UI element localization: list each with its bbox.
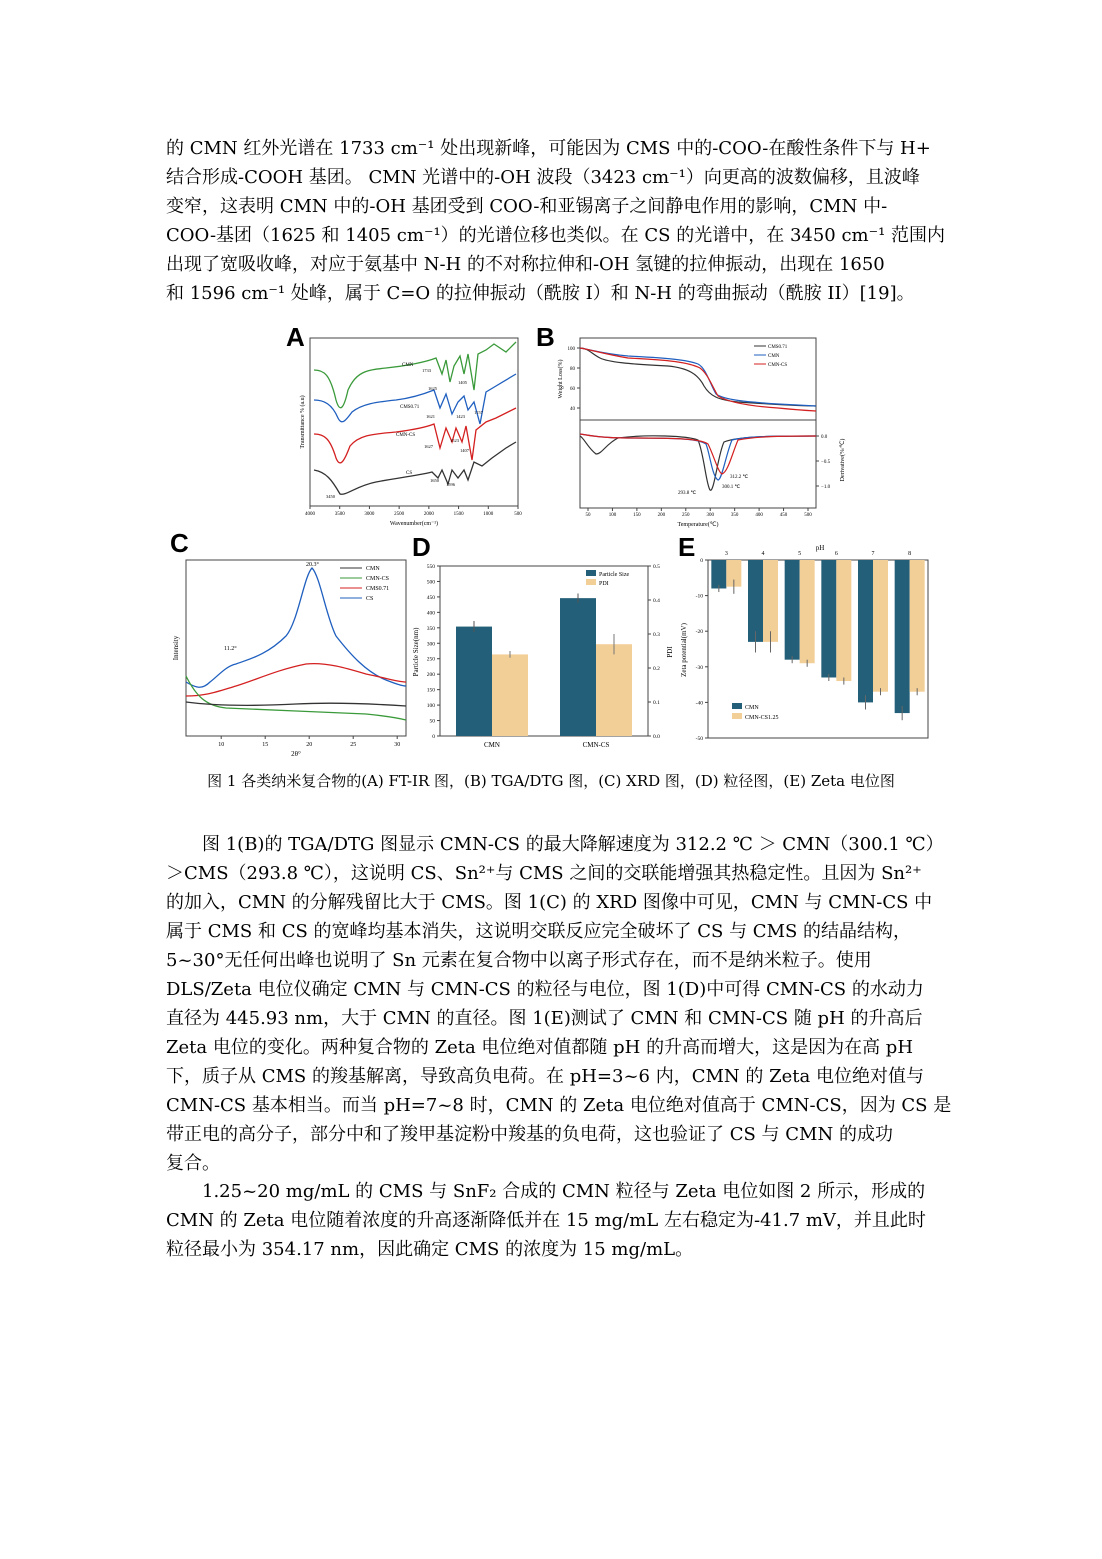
y-tick-label: -30 — [695, 664, 703, 671]
bar-cmn — [711, 560, 726, 588]
y-tick-label: 350 — [426, 625, 435, 632]
text-line: COO-基团（1625 和 1405 cm⁻¹）的光谱位移也类似。在 CS 的光谱中，在 3450 cm⁻¹ 范围内 — [166, 225, 946, 246]
bar-particle-size — [456, 627, 492, 736]
y-tick-label: 300 — [426, 641, 435, 648]
tga-chart — [548, 334, 848, 530]
y-tick-label: 60 — [570, 387, 575, 392]
series-line-cmn-cs — [186, 676, 406, 720]
x-tick-label: 5 — [798, 551, 802, 557]
text-line: 粒径最小为 354.17 nm，因此确定 CMS 的浓度为 15 mg/mL。 — [166, 1239, 694, 1260]
text-line: 结合形成-COOH 基团。 CMN 光谱中的-OH 波段（3423 cm⁻¹）向更高的波数偏移，且波峰 — [166, 167, 920, 188]
paragraph-3 — [166, 1177, 936, 1264]
x-tick-label: 300 — [706, 513, 714, 518]
dtg-line-cms — [580, 436, 816, 490]
bar-pdi — [492, 654, 528, 736]
tga-line-cms — [580, 348, 816, 406]
legend-swatch — [586, 570, 596, 576]
text-line: 的 CMN 红外光谱在 1733 cm⁻¹ 处出现新峰，可能因为 CMS 中的-COO-在酸性条件下与 H+ — [166, 138, 931, 159]
bar-cmn-cs — [873, 560, 888, 692]
legend-swatch — [586, 579, 596, 585]
legend-label: CMN — [745, 705, 759, 711]
x-tick-label: 3500 — [334, 512, 345, 517]
peak-label: 1157 — [474, 410, 483, 415]
y-axis-label: Transmittance % (a.u) — [300, 395, 306, 449]
text-line: DLS/Zeta 电位仪确定 CMN 与 CMN-CS 的粒径与电位，图 1(D)中可得 CMN-CS 的水动力 — [166, 979, 924, 1000]
y-tick-label: 150 — [426, 687, 435, 694]
y-tick-label-right: 0.1 — [653, 700, 660, 706]
peak-label: 1627 — [424, 444, 433, 449]
text-line: 图 1(B)的 TGA/DTG 图显示 CMN-CS 的最大降解速度为 312.2 ℃ ＞ CMN（300.1 ℃） — [202, 834, 944, 855]
y-tick-label: 200 — [426, 672, 435, 679]
xrd-chart — [166, 556, 410, 760]
y-tick-label: 250 — [426, 656, 435, 663]
x-tick-label: 1500 — [453, 512, 464, 517]
y-tick-label: −1.0 — [821, 485, 831, 490]
x-tick-label: 500 — [804, 513, 812, 518]
y-tick-label: 0 — [432, 734, 435, 740]
x-tick-label: 50 — [585, 513, 591, 518]
y-tick-label-right: 0.0 — [653, 734, 660, 740]
text-line: 出现了宽吸收峰，对应于氨基中 N-H 的不对称拉伸和-OH 氢键的拉伸振动，出现在 1650 — [166, 254, 885, 275]
legend-swatch — [732, 713, 742, 719]
paragraph-1 — [166, 134, 946, 308]
particle-size-chart — [408, 556, 672, 756]
y-tick-label: 40 — [570, 407, 575, 412]
legend-label: CMN-CS — [768, 363, 788, 368]
y-axis-label-top: Weight Loss(%) — [558, 359, 564, 399]
peak-annotation: 20.3° — [306, 562, 319, 568]
text-line: CMN-CS 基本相当。而当 pH=7~8 时，CMN 的 Zeta 电位绝对值高于 CMN-CS，因为 CS 是 — [166, 1095, 952, 1116]
panel-letter-d: D — [412, 532, 431, 562]
legend-label: CMS0.71 — [768, 345, 788, 350]
x-axis-label: 2θ° — [291, 750, 301, 758]
peak-annotation: 11.2° — [224, 646, 237, 652]
peak-label: 1650 — [430, 478, 439, 483]
y-tick-label: 50 — [429, 718, 435, 725]
y-tick-label: -20 — [695, 629, 703, 636]
text-line: 直径为 445.93 nm，大于 CMN 的直径。图 1(E)测试了 CMN 和 CMN-CS 随 pH 的升高后 — [166, 1008, 923, 1029]
peak-label: 1621 — [426, 414, 435, 419]
x-tick-label: 3000 — [364, 512, 375, 517]
y-tick-label-right: 0.2 — [653, 666, 660, 672]
y-axis-label: Intensity — [172, 635, 180, 661]
dtg-annotation: 293.8 ℃ — [678, 491, 697, 496]
bar-cmn — [858, 560, 873, 702]
x-axis-label: Wavenumber(cm⁻¹) — [389, 521, 439, 527]
text-line: 带正电的高分子，部分中和了羧甲基淀粉中羧基的负电荷，这也验证了 CS 与 CMN 的成功 — [166, 1124, 893, 1145]
y-tick-label: 0 — [700, 558, 703, 564]
text-line: 1.25~20 mg/mL 的 CMS 与 SnF₂ 合成的 CMN 粒径与 Zeta 电位如图 2 所示，形成的 — [202, 1181, 926, 1202]
y-axis-label-bottom: Derivative(%/℃) — [840, 438, 846, 482]
y-tick-label: 0.0 — [821, 435, 828, 440]
x-tick-label: 3 — [724, 551, 728, 557]
text-line: 变窄，这表明 CMN 中的-OH 基团受到 COO-和亚锡离子之间静电作用的影响，CMN 中- — [166, 196, 888, 217]
paragraph-2 — [166, 830, 952, 1178]
series-label-cs: CS — [406, 471, 413, 476]
y-axis-label: Particle Size(nm) — [412, 627, 420, 677]
series-line-cs — [314, 442, 516, 494]
bar-cmn — [895, 560, 910, 713]
x-axis-label: Temperature(℃) — [677, 522, 719, 528]
panel-letter-e: E — [678, 532, 696, 562]
x-tick-label: CMN-CS — [582, 741, 610, 749]
series-line-cms — [186, 664, 406, 696]
y-tick-label: 450 — [426, 594, 435, 601]
chart-title: pH — [815, 544, 825, 552]
peak-label: 1596 — [446, 482, 455, 487]
x-tick-label: 4000 — [305, 512, 315, 517]
x-tick-label: 6 — [834, 551, 838, 557]
text-line: Zeta 电位的变化。两种复合物的 Zeta 电位绝对值都随 pH 的升高而增大，这是因为在高 pH — [166, 1037, 914, 1058]
y-axis-label: Zeta potential(mV) — [680, 623, 688, 677]
series-line-cmn — [314, 342, 516, 408]
bar-particle-size — [560, 598, 596, 736]
text-line: 属于 CMS 和 CS 的宽峰均基本消失，这说明交联反应完全破坏了 CS 与 CMS 的结晶结构， — [166, 921, 912, 942]
y-tick-label: 100 — [567, 347, 575, 352]
y-tick-label: 550 — [426, 564, 435, 570]
ftir-chart — [296, 330, 526, 530]
x-tick-label: 8 — [908, 551, 912, 557]
panel-letter-b: B — [536, 322, 555, 352]
x-tick-label: 4 — [761, 551, 765, 557]
x-tick-label: 400 — [755, 513, 763, 518]
peak-label: 1423 — [456, 414, 465, 419]
text-line: ＞CMS（293.8 ℃），这说明 CS、Sn²⁺与 CMS 之间的交联能增强其热稳定性。且因为 Sn²⁺ — [166, 863, 922, 884]
x-tick-label: 200 — [657, 513, 666, 518]
tga-line-cmn-cs — [580, 348, 816, 411]
text-line: 的加入，CMN 的分解残留比大于 CMS。图 1(C) 的 XRD 图像中可见，CMN 与 CMN-CS 中 — [166, 892, 933, 913]
x-tick-label: 250 — [682, 513, 690, 518]
x-tick-label: 450 — [779, 513, 788, 518]
y-tick-label: 80 — [570, 367, 575, 372]
series-line-cmn — [186, 702, 406, 706]
series-label-cmn-cs: CMN-CS — [396, 433, 416, 438]
x-tick-label: 1000 — [483, 512, 494, 517]
text-line: CMN 的 Zeta 电位随着浓度的升高逐渐降低并在 15 mg/mL 左右稳定为-41.7 mV，并且此时 — [166, 1210, 926, 1231]
x-tick-label: 20 — [306, 742, 313, 748]
legend-swatch — [732, 703, 742, 709]
legend-label: CS — [366, 596, 374, 602]
x-tick-label: 25 — [350, 742, 357, 748]
x-tick-label: 15 — [262, 742, 269, 748]
bar-pdi — [596, 644, 632, 736]
series-line-cms — [314, 374, 516, 424]
legend-label: Particle Size — [599, 572, 630, 578]
legend-label: PDI — [599, 581, 609, 587]
x-tick-label: 100 — [608, 513, 617, 518]
y-axis-label-right: PDI — [666, 646, 674, 658]
panel-letter-a: A — [286, 322, 305, 352]
series-label-cmn: CMN — [402, 363, 414, 368]
peak-label: 1407 — [460, 448, 469, 453]
bar-cmn — [785, 560, 800, 660]
text-line: 5~30°无任何出峰也说明了 Sn 元素在复合物中以离子形式存在，而不是纳米粒子。使用 — [166, 950, 872, 971]
bar-cmn-cs — [836, 560, 851, 681]
peak-label: 1405 — [458, 380, 467, 385]
bar-cmn — [821, 560, 836, 677]
legend-label: CMN-CS1.25 — [745, 715, 779, 721]
peak-label: 3450 — [326, 494, 335, 499]
legend-label: CMS0.71 — [366, 586, 390, 592]
panel-letter-c: C — [170, 528, 189, 558]
x-tick-label: 30 — [394, 742, 401, 748]
y-tick-label: -50 — [695, 736, 703, 742]
bar-cmn — [748, 560, 763, 642]
bar-cmn-cs — [800, 560, 815, 663]
text-line: 复合。 — [166, 1153, 220, 1174]
peak-label: 1523 — [450, 438, 459, 443]
y-tick-label-right: 0.5 — [653, 564, 660, 570]
y-tick-label: 400 — [426, 610, 435, 617]
y-tick-label-right: 0.4 — [653, 598, 660, 604]
legend-label: CMN-CS — [366, 576, 390, 582]
x-tick-label: 350 — [730, 513, 739, 518]
series-label-cms: CMS0.71 — [400, 405, 420, 410]
dtg-annotation: 300.1 ℃ — [722, 485, 741, 490]
x-tick-label: 150 — [633, 513, 641, 518]
legend-label: CMN — [366, 566, 380, 572]
y-tick-label-right: 0.3 — [653, 632, 660, 638]
x-tick-label: 500 — [514, 512, 522, 517]
figure-caption: 图 1 各类纳米复合物的(A) FT-IR 图，(B) TGA/DTG 图，(C) XRD 图，(D) 粒径图，(E) Zeta 电位图 — [207, 772, 895, 790]
x-tick-label: 7 — [871, 551, 875, 557]
zeta-chart — [676, 540, 940, 746]
text-line: 和 1596 cm⁻¹ 处峰，属于 C=O 的拉伸振动（酰胺 I）和 N-H 的弯曲振动（酰胺 II）[19]。 — [166, 283, 915, 304]
y-tick-label: 100 — [426, 703, 435, 710]
peak-label: 1733 — [422, 368, 431, 373]
x-tick-label: 10 — [218, 742, 225, 748]
dtg-annotation: 312.2 ℃ — [730, 475, 749, 480]
text-line: 下，质子从 CMS 的羧基解离，导致高负电荷。在 pH=3~6 内，CMN 的 Zeta 电位绝对值与 — [166, 1066, 924, 1087]
legend-label: CMN — [768, 354, 780, 359]
x-tick-label: 2000 — [423, 512, 434, 517]
x-tick-label: 2500 — [394, 512, 405, 517]
y-tick-label: 500 — [426, 579, 435, 586]
bar-cmn-cs — [910, 560, 925, 692]
y-tick-label: −0.5 — [821, 460, 831, 465]
y-tick-label: -40 — [695, 700, 703, 707]
peak-label: 1625 — [428, 386, 437, 391]
x-tick-label: CMN — [484, 741, 500, 749]
bar-cmn-cs — [763, 560, 778, 642]
y-tick-label: -10 — [695, 593, 703, 600]
